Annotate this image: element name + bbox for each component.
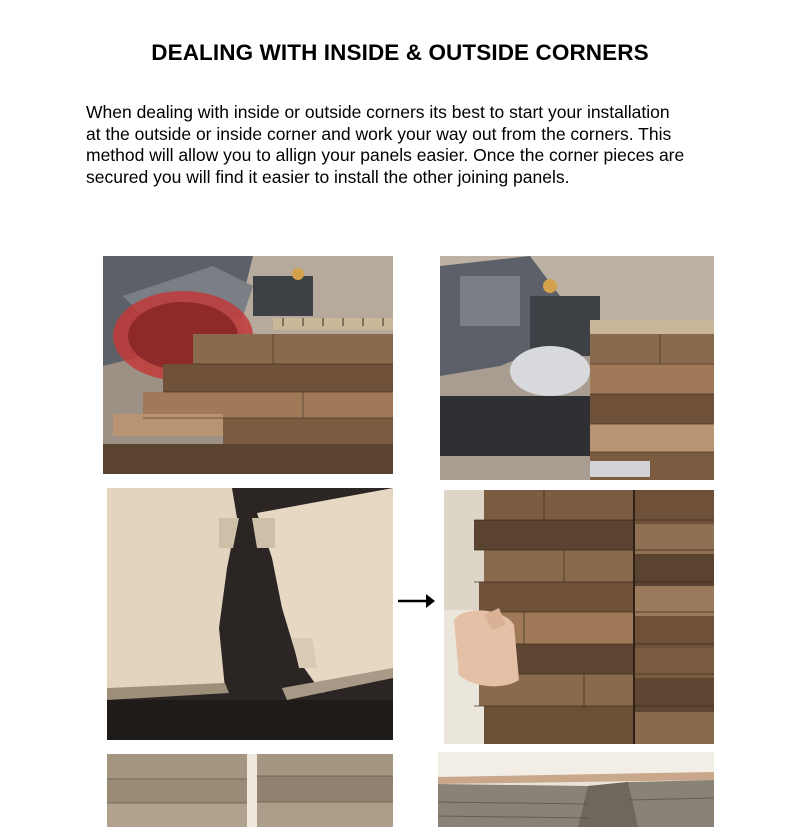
photo-miter-saw-panel-angle bbox=[440, 256, 714, 480]
paragraph-line: at the outside or inside corner and work your way out from the corners. This bbox=[86, 123, 672, 144]
paragraph-line: secured you will find it easier to install the other joining panels. bbox=[86, 166, 570, 187]
photo-panel-seam-detail bbox=[107, 754, 393, 827]
photo-mitered-panel-ends bbox=[107, 488, 393, 740]
paragraph-line: When dealing with inside or outside corners its best to start your installation bbox=[86, 102, 670, 122]
instruction-paragraph bbox=[86, 102, 746, 188]
right-arrow-icon bbox=[396, 590, 436, 612]
photo-outside-corner-installed bbox=[444, 490, 714, 744]
page-title: DEALING WITH INSIDE & OUTSIDE CORNERS bbox=[151, 40, 649, 65]
photo-inside-corner-wall bbox=[438, 752, 714, 827]
paragraph-line: method will allow you to allign your panels easier. Once the corner pieces are bbox=[86, 145, 685, 166]
photo-miter-saw-cutting-panel bbox=[103, 256, 393, 474]
